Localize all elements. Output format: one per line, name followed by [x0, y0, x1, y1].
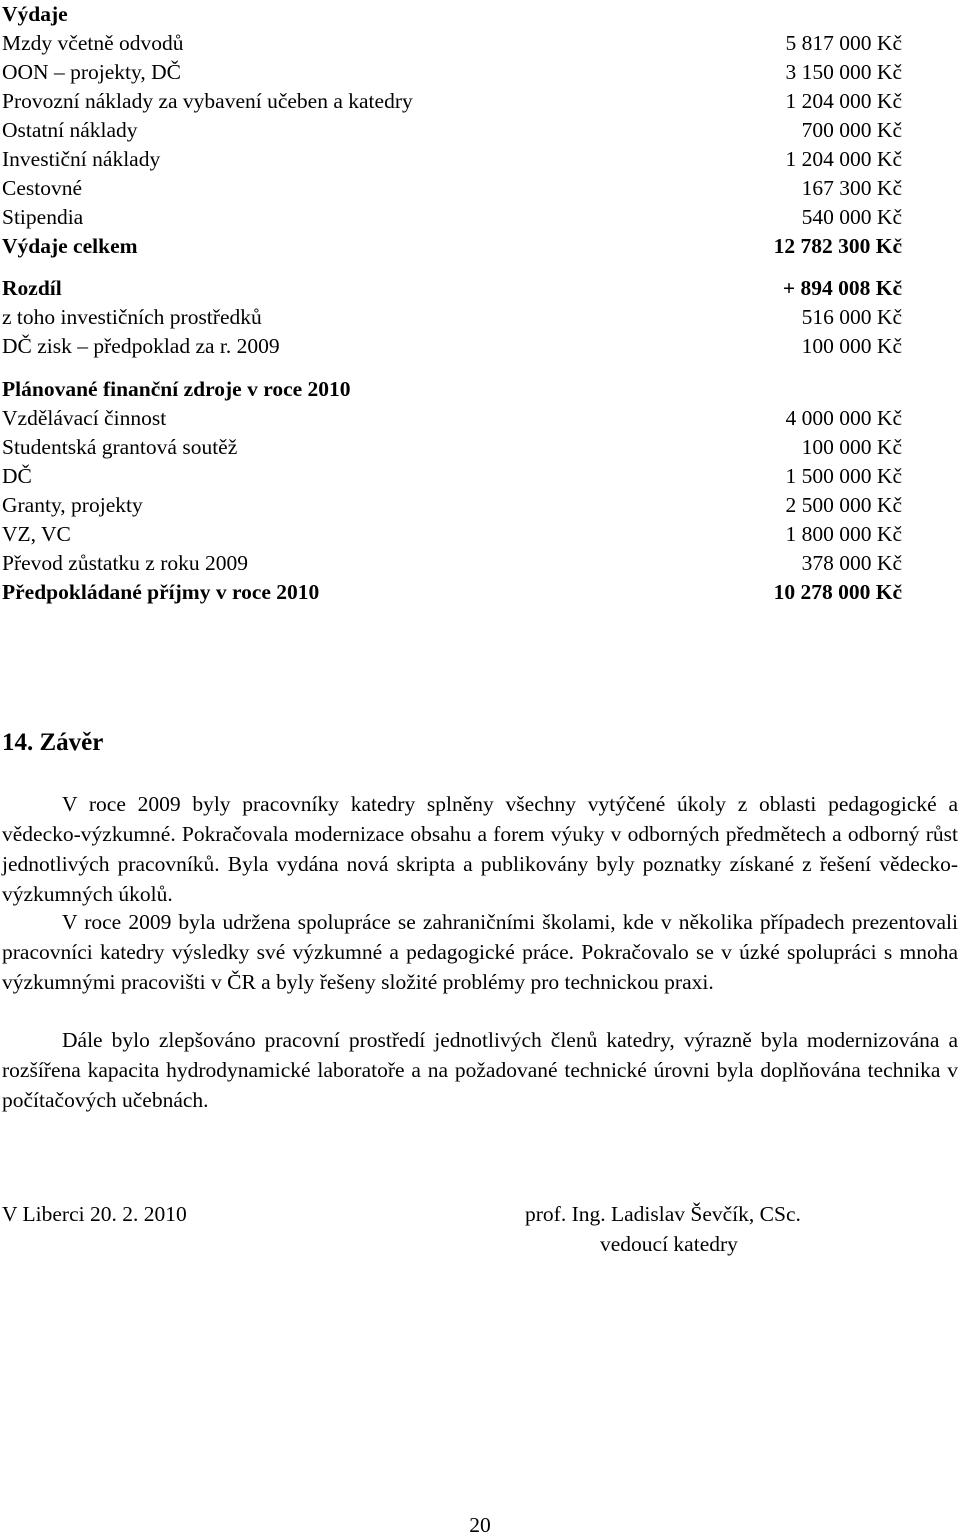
expense-label: Stipendia — [2, 205, 84, 229]
planned-row — [2, 462, 902, 491]
planned-total-label: Předpokládané příjmy v roce 2010 — [2, 580, 320, 604]
expense-value: 1 204 000 Kč — [785, 89, 902, 113]
planned-value: 1 500 000 Kč — [785, 464, 902, 488]
planned-row — [2, 549, 902, 578]
expense-row — [2, 58, 902, 87]
planned-value: 378 000 Kč — [801, 551, 902, 575]
signatory-role: vedoucí katedry — [600, 1232, 738, 1256]
expense-value: 5 817 000 Kč — [785, 31, 902, 55]
expense-row — [2, 145, 902, 174]
expense-value: 3 150 000 Kč — [785, 60, 902, 84]
planned-total-row — [2, 578, 902, 607]
signatory-name: prof. Ing. Ladislav Ševčík, CSc. — [525, 1202, 801, 1226]
expenses-heading: Výdaje — [2, 2, 68, 26]
expense-row — [2, 203, 902, 232]
planned-row — [2, 520, 902, 549]
planned-label: Studentská grantová soutěž — [2, 435, 238, 459]
difference-value: + 894 008 Kč — [782, 276, 902, 300]
expense-value: 540 000 Kč — [801, 205, 902, 229]
expense-value: 700 000 Kč — [801, 118, 902, 142]
planned-label: Vzdělávací činnost — [2, 406, 167, 430]
planned-row — [2, 491, 902, 520]
expense-value: 167 300 Kč — [801, 176, 902, 200]
planned-heading: Plánované finanční zdroje v roce 2010 — [2, 377, 351, 401]
expense-row — [2, 174, 902, 203]
expense-label: Provozní náklady za vybavení učeben a katedry — [2, 89, 413, 113]
planned-label: VZ, VC — [2, 522, 71, 546]
planned-heading-row — [2, 375, 902, 404]
expense-row — [2, 116, 902, 145]
conclusion-paragraph: Dále bylo zlepšováno pracovní prostředí jednotlivých členů katedry, výrazně byla modernizována a rozšířena kapacita hydrodynamické laboratoře a na požadované technické úrovni byla doplňována technika v počítačových učebnách. — [2, 1028, 958, 1112]
difference-detail-row — [2, 303, 902, 332]
expenses-total-value: 12 782 300 Kč — [773, 234, 902, 258]
expense-row — [2, 29, 902, 58]
planned-row — [2, 433, 902, 462]
planned-value: 100 000 Kč — [801, 435, 902, 459]
difference-label: Rozdíl — [2, 276, 62, 300]
page-number: 20 — [469, 1513, 491, 1537]
difference-detail-value: 516 000 Kč — [801, 305, 902, 329]
planned-value: 2 500 000 Kč — [785, 493, 902, 517]
conclusion-paragraph: V roce 2009 byly pracovníky katedry splněny všechny vytýčené úkoly z oblasti pedagogické a vědecko-výzkumné. Pokračovala modernizace obsahu a forem výuky v odborných předmětech a odborný růst jednotlivých pracovníků. Byla vydána nová skripta a publikovány byly poznatky získané z řešení vědecko-výzkumných úkolů. — [2, 792, 958, 906]
expense-row — [2, 87, 902, 116]
expenses-total-label: Výdaje celkem — [2, 234, 138, 258]
difference-detail-label: DČ zisk – předpoklad za r. 2009 — [2, 334, 280, 358]
expense-label: Cestovné — [2, 176, 83, 200]
planned-label: Granty, projekty — [2, 493, 143, 517]
difference-detail-row — [2, 332, 902, 361]
difference-detail-label: z toho investičních prostředků — [2, 305, 262, 329]
signature-block — [525, 1199, 801, 1259]
planned-total-value: 10 278 000 Kč — [773, 580, 902, 604]
planned-label: Převod zůstatku z roku 2009 — [2, 551, 249, 575]
conclusion-paragraph: V roce 2009 byla udržena spolupráce se zahraničními školami, kde v několika případech prezentovali pracovníci katedry výsledky své výzkumné a pedagogické práce. Pokračovalo se v úzké spolupráci s mnoha výzkumnými pracovišti v ČR a byly řešeny složité problémy pro technickou praxi. — [2, 910, 958, 994]
planned-label: DČ — [2, 464, 32, 488]
expense-value: 1 204 000 Kč — [785, 147, 902, 171]
difference-row — [2, 274, 902, 303]
expense-label: OON – projekty, DČ — [2, 60, 181, 84]
planned-row — [2, 404, 902, 433]
planned-value: 1 800 000 Kč — [785, 522, 902, 546]
difference-detail-value: 100 000 Kč — [801, 334, 902, 358]
expense-label: Ostatní náklady — [2, 118, 138, 142]
conclusion-title: 14. Závěr — [2, 729, 104, 756]
expenses-total-row — [2, 232, 902, 261]
place-date: V Liberci 20. 2. 2010 — [2, 1202, 187, 1226]
planned-value: 4 000 000 Kč — [785, 406, 902, 430]
expense-label: Mzdy včetně odvodů — [2, 31, 184, 55]
expense-label: Investiční náklady — [2, 147, 161, 171]
